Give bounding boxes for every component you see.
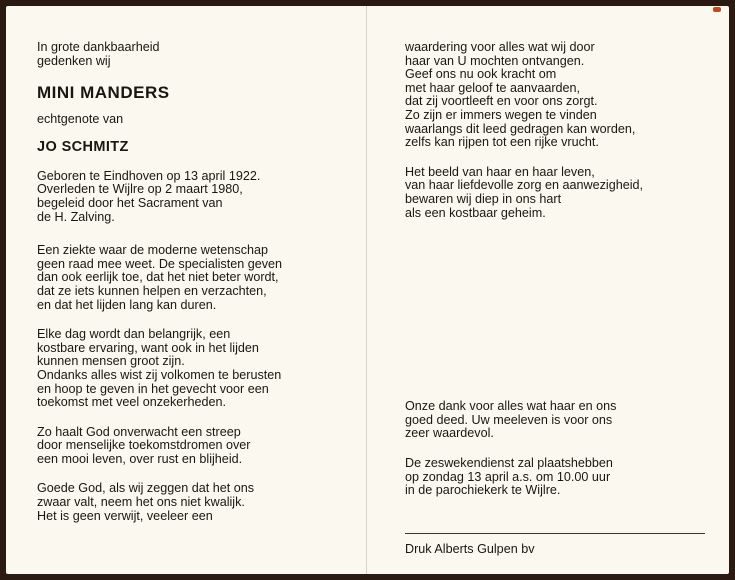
text-line: zelfs kan rijpen tot een rijke vrucht. [405,135,599,150]
right-panel [405,41,705,498]
text-line: goed deed. Uw meeleven is voor ons [405,412,613,427]
text-line: Zo zijn er immers wegen te vinden [405,107,597,122]
text-line: Het is geen verwijt, veeleer een [37,508,213,523]
text-line: als een kostbaar geheim. [405,205,546,220]
text-line: Elke dag wordt dan belangrijk, een [37,327,231,342]
text-line: Ondanks alles wist zij volkomen te berusten [37,367,282,382]
text-line: bewaren wij diep in ons hart [405,191,562,206]
text-line: geen raad mee weet. De specialisten geven [37,256,283,271]
text-line: zwaar valt, neem het ons niet kwalijk. [37,495,245,510]
text-line: De zeswekendienst zal plaatshebben [405,455,613,470]
spouse-name: JO SCHMITZ [37,138,129,155]
text-line: Zo haalt God onverwacht een streep [37,424,241,439]
paragraph-thanks [405,400,705,441]
relation-text: echtgenote van [37,112,124,127]
intro-line: gedenken wij [37,53,111,68]
bio-text [37,170,347,224]
text-line: Onze dank voor alles wat haar en ons [405,399,617,414]
text-line: van haar liefdevolle zorg en aanwezigheid, [405,178,644,193]
paragraph-illness [37,244,347,312]
text-line: en dat het lijden lang kan duren. [37,297,217,312]
intro-line: In grote dankbaarheid [37,40,160,54]
text-line: Een ziekte waar de moderne wetenschap [37,243,269,258]
text-line: Goede God, als wij zeggen dat het ons [37,481,255,496]
text-line: in de parochiekerk te Wijlre. [405,483,561,498]
bio-line: Geboren te Eindhoven op 13 april 1922. [37,168,261,183]
text-line: Geef ons nu ook kracht om [405,67,557,82]
printer-credit: Druk Alberts Gulpen bv [405,542,535,556]
text-line: toekomst met veel onzekerheden. [37,395,227,410]
text-line: dat ze iets kunnen helpen en verzachten, [37,283,267,298]
paragraph-service [405,457,705,498]
text-line: en hoop te geven in het gevecht voor een [37,381,269,396]
text-line: kostbare ervaring, want ook in het lijden [37,340,259,355]
text-line: kunnen mensen groot zijn. [37,354,185,369]
paragraph-prayer [37,482,347,523]
text-line: waarlangs dit leed gedragen kan worden, [405,121,636,136]
paragraph-image [405,166,705,220]
intro-text [37,41,347,68]
text-line: een mooi leven, over rust en blijheid. [37,451,243,466]
bio-line: begeleid door het Sacrament van [37,195,223,210]
text-line: op zondag 13 april a.s. om 10.00 uur [405,469,611,484]
deceased-name: MINI MANDERS [37,83,170,103]
text-line: door menselijke toekomstdromen over [37,438,251,453]
corner-mark [713,7,721,12]
text-line: haar van U mochten ontvangen. [405,53,585,68]
bio-line: de H. Zalving. [37,209,115,224]
text-line: dan ook eerlijk toe, dat het niet beter wordt, [37,270,279,285]
bio-line: Overleden te Wijlre op 2 maart 1980, [37,182,243,197]
text-line: dat zij voortleeft en voor ons zorgt. [405,94,598,109]
left-panel [37,41,347,523]
footer-rule [405,533,705,534]
paragraph-appreciation [405,41,705,150]
paragraph-each-day [37,328,347,410]
card-fold [366,6,367,574]
text-line: waardering voor alles wat wij door [405,40,595,54]
paragraph-god [37,426,347,467]
text-line: Het beeld van haar en haar leven, [405,164,595,179]
text-line: zeer waardevol. [405,426,494,441]
text-line: met haar geloof te aanvaarden, [405,80,581,95]
